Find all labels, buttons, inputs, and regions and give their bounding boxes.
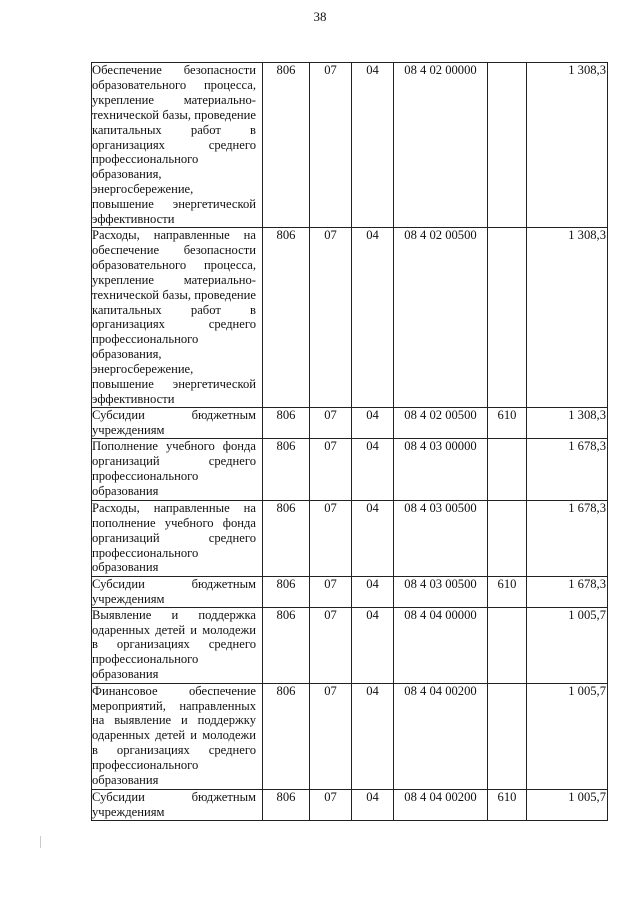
expense-type-code (488, 607, 527, 683)
section-code: 07 (310, 683, 352, 789)
row-name-cell (92, 500, 263, 576)
ministry-code: 806 (263, 228, 310, 408)
section-code: 07 (310, 607, 352, 683)
table-row (92, 228, 608, 408)
row-name-cell (92, 408, 263, 439)
ministry-code: 806 (263, 607, 310, 683)
ministry-code: 806 (263, 576, 310, 607)
scan-artifact (40, 836, 41, 848)
expense-type-code (488, 63, 527, 228)
amount: 1 678,3 (527, 438, 608, 500)
section-code: 07 (310, 500, 352, 576)
subsection-code: 04 (352, 63, 394, 228)
row-name-cell (92, 683, 263, 789)
table-row (92, 500, 608, 576)
amount: 1 308,3 (527, 63, 608, 228)
row-name: Расходы, направленные на обеспечение безопасности образовательного процесса, укрепление материально-технической базы, проведение капитальных работ в организациях среднего профессионального образования, энергосбережение, повышение энергетической эффективности (92, 228, 256, 406)
expense-type-code (488, 683, 527, 789)
table-row (92, 63, 608, 228)
row-name: Обеспечение безопасности образовательного процесса, укрепление материально-технической базы, проведение капитальных работ в организациях среднего профессионального образования, энергосбережение, повышение энергетической эффективности (92, 63, 256, 227)
row-name: Расходы, направленные на пополнение учебного фонда организаций среднего профессионального образования (92, 500, 256, 575)
target-article-code: 08 4 02 00000 (394, 63, 488, 228)
expense-type-code: 610 (488, 576, 527, 607)
section-code: 07 (310, 408, 352, 439)
row-name: Пополнение учебного фонда организаций среднего профессионального образования (92, 438, 256, 498)
table-row (92, 408, 608, 439)
row-name: Субсидии бюджетным учреждениям (92, 576, 256, 606)
ministry-code: 806 (263, 683, 310, 789)
expense-type-code (488, 438, 527, 500)
section-code: 07 (310, 228, 352, 408)
subsection-code: 04 (352, 500, 394, 576)
amount: 1 005,7 (527, 789, 608, 820)
ministry-code: 806 (263, 789, 310, 820)
page-number: 38 (313, 9, 327, 24)
target-article-code: 08 4 03 00500 (394, 500, 488, 576)
target-article-code: 08 4 04 00000 (394, 607, 488, 683)
row-name: Выявление и поддержка одаренных детей и молодежи в организациях среднего профессионального образования (92, 607, 256, 682)
expense-type-code (488, 500, 527, 576)
target-article-code: 08 4 04 00200 (394, 683, 488, 789)
expense-type-code: 610 (488, 408, 527, 439)
target-article-code: 08 4 03 00000 (394, 438, 488, 500)
table-row (92, 438, 608, 500)
budget-table-body (92, 63, 608, 821)
ministry-code: 806 (263, 63, 310, 228)
section-code: 07 (310, 576, 352, 607)
row-name-cell (92, 438, 263, 500)
row-name-cell (92, 63, 263, 228)
budget-table (91, 62, 608, 821)
expense-type-code: 610 (488, 789, 527, 820)
subsection-code: 04 (352, 789, 394, 820)
subsection-code: 04 (352, 607, 394, 683)
table-row (92, 789, 608, 820)
row-name: Субсидии бюджетным учреждениям (92, 408, 256, 437)
ministry-code: 806 (263, 438, 310, 500)
section-code: 07 (310, 438, 352, 500)
target-article-code: 08 4 04 00200 (394, 789, 488, 820)
amount: 1 005,7 (527, 683, 608, 789)
subsection-code: 04 (352, 228, 394, 408)
table-row (92, 576, 608, 607)
amount: 1 308,3 (527, 408, 608, 439)
amount: 1 678,3 (527, 500, 608, 576)
target-article-code: 08 4 02 00500 (394, 408, 488, 439)
target-article-code: 08 4 03 00500 (394, 576, 488, 607)
row-name-cell (92, 789, 263, 820)
row-name: Субсидии бюджетным учреждениям (92, 789, 256, 819)
expense-type-code (488, 228, 527, 408)
row-name-cell (92, 576, 263, 607)
ministry-code: 806 (263, 408, 310, 439)
amount: 1 678,3 (527, 576, 608, 607)
section-code: 07 (310, 789, 352, 820)
table-row (92, 607, 608, 683)
amount: 1 308,3 (527, 228, 608, 408)
target-article-code: 08 4 02 00500 (394, 228, 488, 408)
subsection-code: 04 (352, 408, 394, 439)
subsection-code: 04 (352, 683, 394, 789)
row-name: Финансовое обеспечение мероприятий, направленных на выявление и поддержку одаренных детей и молодежи в организациях среднего профессионального образования (92, 683, 256, 788)
subsection-code: 04 (352, 438, 394, 500)
amount: 1 005,7 (527, 607, 608, 683)
ministry-code: 806 (263, 500, 310, 576)
subsection-code: 04 (352, 576, 394, 607)
row-name-cell (92, 607, 263, 683)
table-row (92, 683, 608, 789)
row-name-cell (92, 228, 263, 408)
section-code: 07 (310, 63, 352, 228)
